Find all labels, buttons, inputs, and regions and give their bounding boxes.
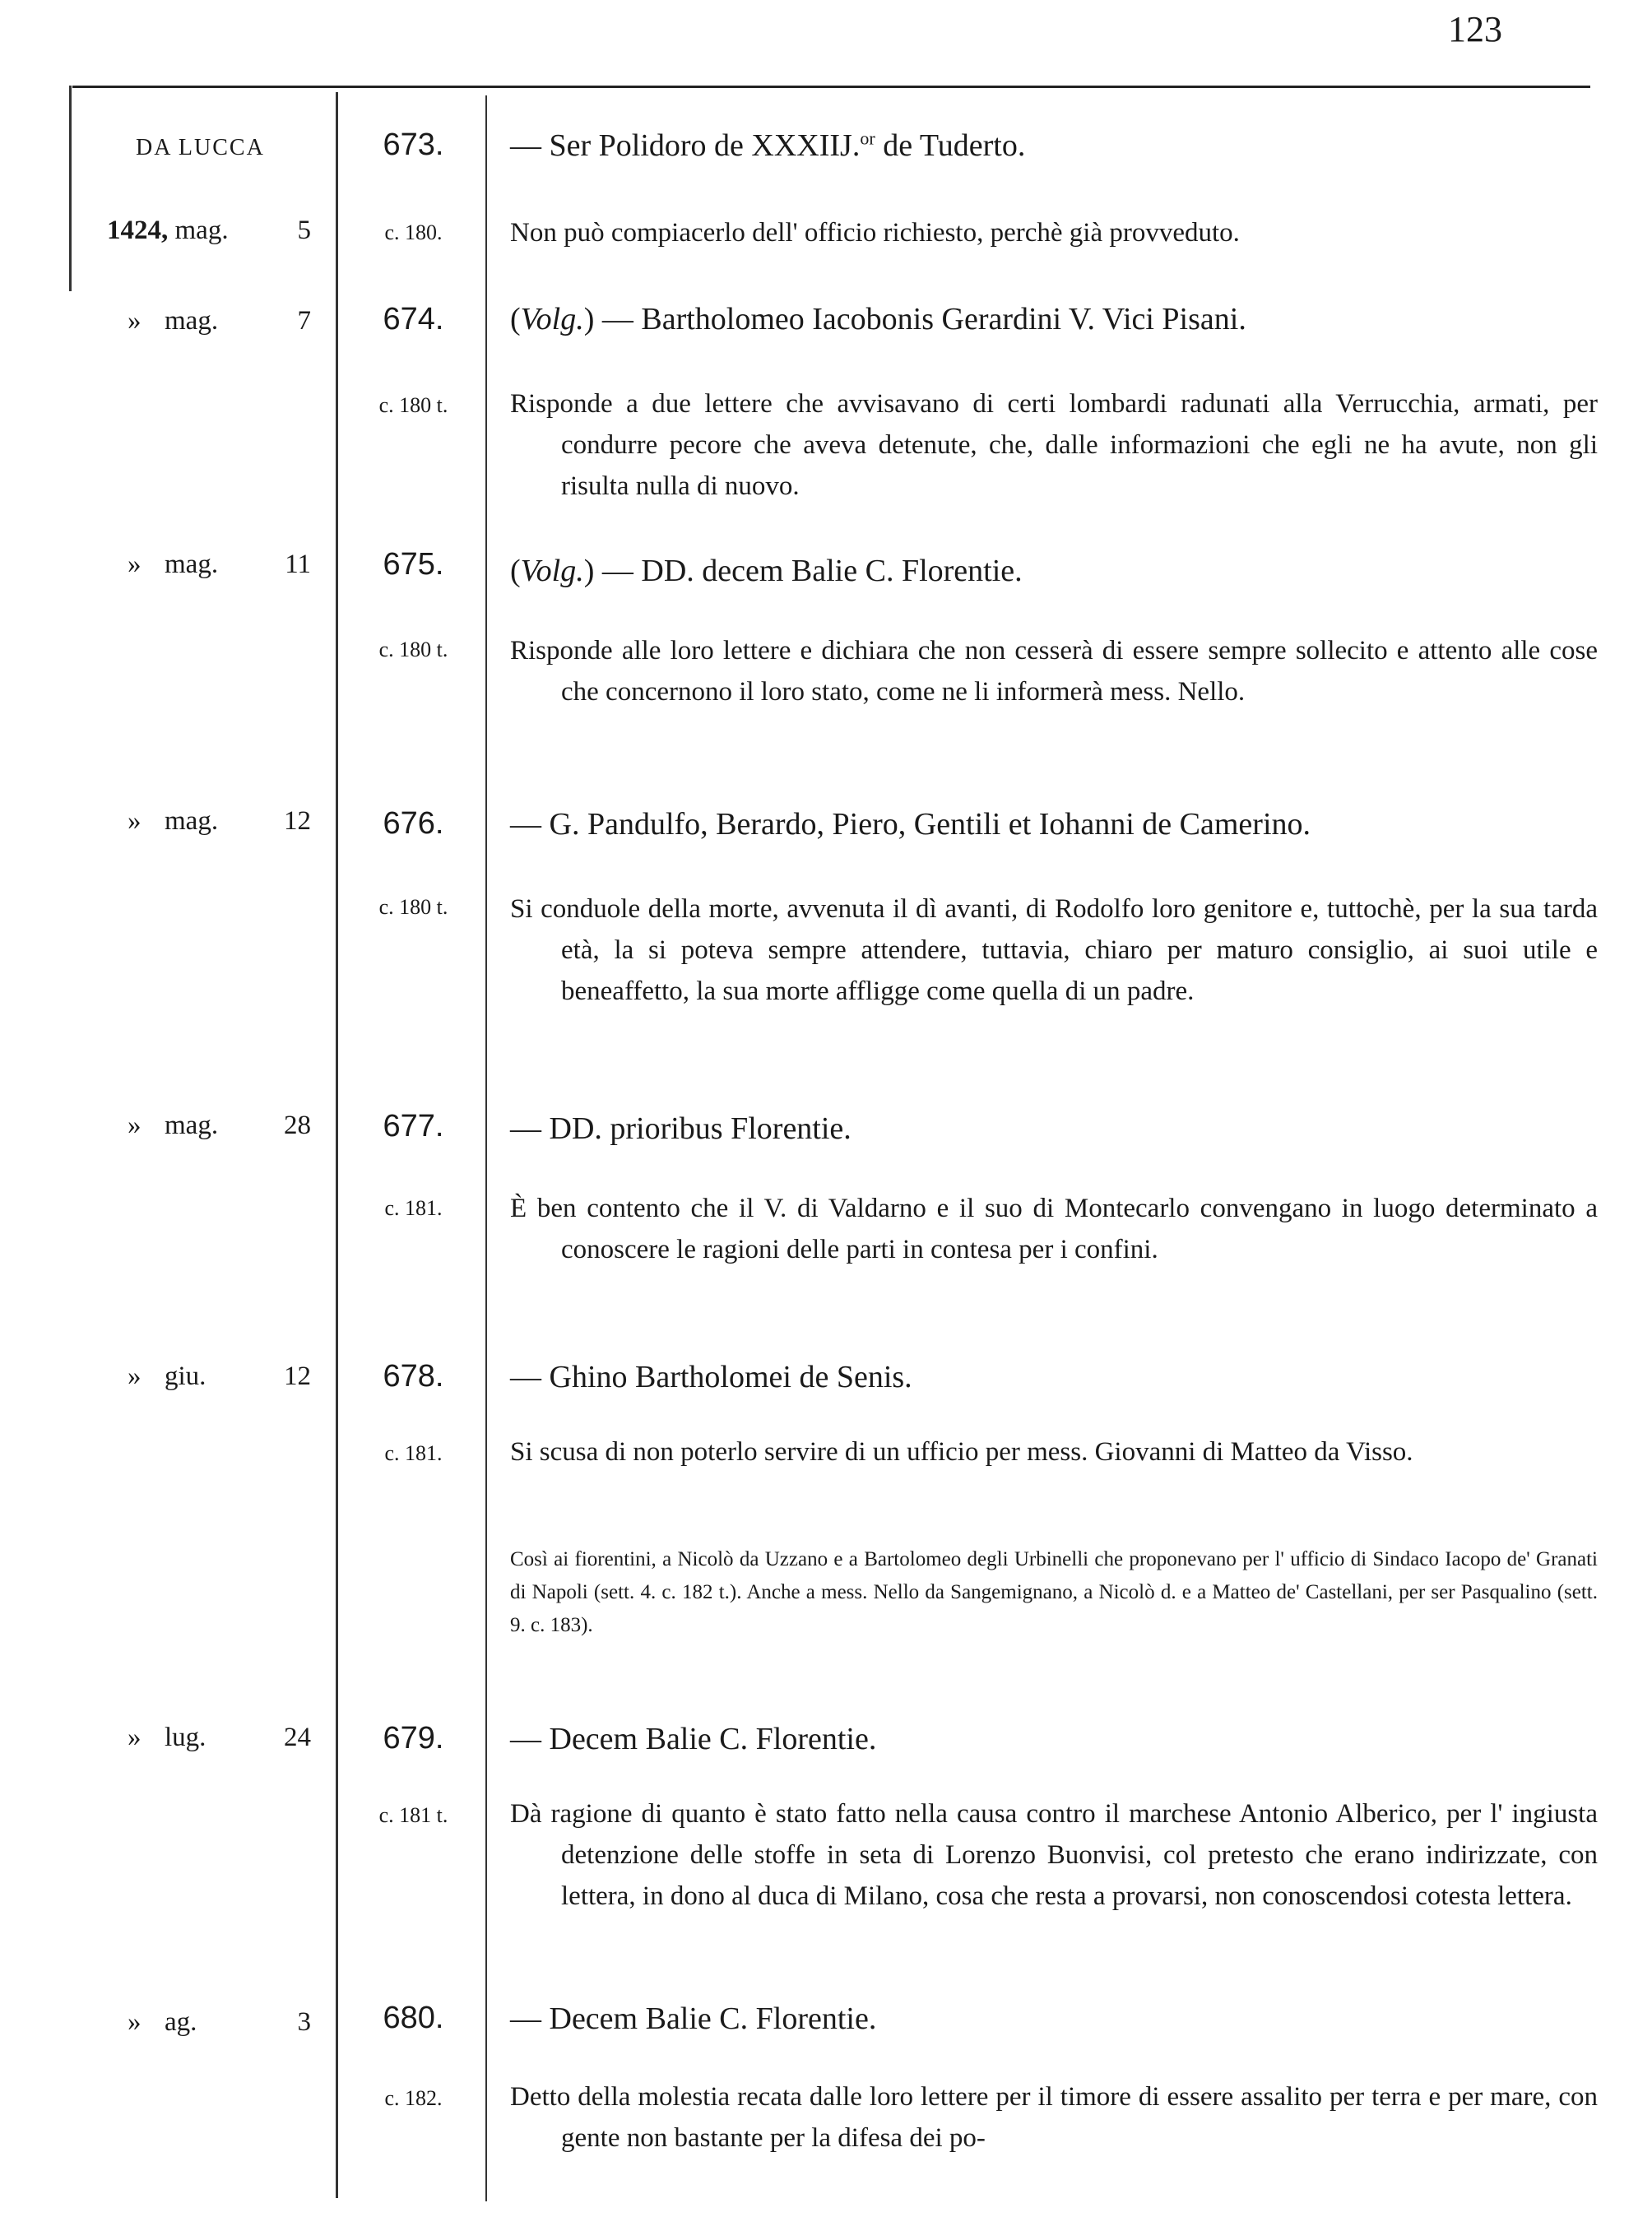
entry-date [107, 216, 321, 246]
source-label: DA LUCCA [136, 135, 265, 160]
entry-heading-text: — DD. decem Balie C. Florentie. [601, 554, 1023, 588]
ditto-mark: » [128, 1361, 142, 1391]
entry-summary-text: Dà ragione di quanto è stato fatto nella causa contro il marchese Antonio Alberico, per l' ingiusta detenzione delle stoffe in seta di Lorenzo Buonvisi, col pretesto che erano indirizzate, con lettera, in dono al duca di Milano, cosa che resta a provarsi, non conoscendosi cotesta lettera. [510, 1799, 1598, 1911]
entry-year: 1424, [107, 216, 169, 245]
entry-number: 673. [383, 128, 444, 162]
entry-heading: — Decem Balie C. Florentie. [510, 2001, 877, 2036]
entry-date [128, 306, 321, 336]
entry-month: mag. [165, 806, 219, 836]
entry-summary [510, 383, 1598, 507]
left-border-line [69, 86, 72, 291]
top-rule [72, 86, 1590, 88]
entry-day: 7 [297, 306, 311, 336]
entry-date [128, 1111, 321, 1141]
entry-summary-text: Si conduole della morte, avvenuta il dì avanti, di Rodolfo loro genitore e, tuttochè, per la sua tarda età, la si poteva sempre attendere, tuttavia, chiaro per maturo consiglio, ai suoi utile e beneaffetto, la sua morte affligge come quella di un padre. [510, 894, 1598, 1006]
entry-carta: c. 180. [384, 220, 443, 244]
entry-heading: — G. Pandulfo, Berardo, Piero, Gentili et Iohanni de Camerino. [510, 807, 1311, 842]
entry-summary [510, 2076, 1598, 2159]
entry-month: lug. [165, 1723, 206, 1752]
entry-heading: — Decem Balie C. Florentie. [510, 1722, 877, 1756]
entry-heading: (Volg.) — Bartholomeo Iacobonis Gerardini V. Vici Pisani. [510, 302, 1246, 336]
entry-number: 679. [383, 1721, 444, 1756]
entry-date [128, 1361, 321, 1392]
entry-day: 3 [297, 2007, 311, 2037]
entry-summary [510, 630, 1598, 712]
entry-day: 28 [284, 1111, 311, 1140]
entry-month: mag. [165, 550, 219, 579]
entry-heading: — Ghino Bartholomei de Senis. [510, 1360, 912, 1394]
entry-month: ag. [165, 2007, 197, 2037]
entry-number: 680. [383, 2001, 444, 2035]
entry-heading-tail: de Tuderto. [875, 128, 1026, 163]
volg-label: Volg. [520, 302, 584, 336]
volg-label: Volg. [520, 554, 584, 588]
entry-heading [510, 128, 1596, 164]
entry-summary-text: Si scusa di non poterlo servire di un ufficio per mess. Giovanni di Matteo da Visso. [510, 1437, 1413, 1467]
entry-number: 675. [383, 547, 444, 582]
column-divider-date [336, 92, 338, 2198]
entry-summary [510, 1431, 1598, 1473]
entry-number: 674. [383, 302, 444, 336]
entry-day: 12 [284, 1361, 311, 1391]
entry-carta: c. 180 t. [378, 638, 448, 661]
entry-summary [510, 1188, 1598, 1270]
page-number: 123 [1448, 9, 1502, 49]
entry-day: 11 [285, 550, 311, 579]
entry-summary-text: Risponde alle loro lettere e dichiara che non cesserà di essere sempre sollecito e attento alle cose che concernono il loro stato, come ne li informerà mess. Nello. [510, 636, 1598, 707]
ditto-mark: » [128, 1723, 142, 1752]
entry-heading: — DD. prioribus Florentie. [510, 1111, 852, 1146]
entry-note: Così ai fiorentini, a Nicolò da Uzzano e a Bartolomeo degli Urbinelli che proponevano per l' ufficio di Sindaco Iacopo de' Granati di Napoli (sett. 4. c. 182 t.). Anche a mess. Nello da Sangemignano, a Nicolò d. e a Matteo de' Castellani, per ser Pasqualino (sett. 9. c. 183). [510, 1548, 1598, 1636]
entry-summary-text: Non può compiacerlo dell' officio richiesto, perchè già provveduto. [510, 218, 1240, 248]
entry-day: 24 [284, 1723, 311, 1752]
entry-date [128, 1723, 321, 1753]
entry-heading: (Volg.) — DD. decem Balie C. Florentie. [510, 554, 1023, 588]
entry-summary-text: È ben contento che il V. di Valdarno e il suo di Montecarlo convengano in luogo determinato a conoscere le ragioni delle parti in contesa per i confini. [510, 1194, 1598, 1264]
entry-summary [510, 888, 1598, 1012]
column-divider-number [485, 95, 487, 2201]
entry-month: giu. [165, 1361, 206, 1391]
entry-heading-text: — Ser Polidoro de XXXIIJ. [510, 128, 861, 163]
entry-heading-text: — Bartholomeo Iacobonis Gerardini V. Vici Pisani. [601, 302, 1246, 336]
entry-date [128, 806, 321, 837]
entry-number: 677. [383, 1109, 444, 1143]
entry-carta: c. 181. [384, 1196, 443, 1220]
entry-month: mag. [165, 306, 219, 336]
ditto-mark: » [128, 306, 142, 336]
ditto-mark: » [128, 806, 142, 836]
ditto-mark: » [128, 1111, 142, 1140]
entry-date [128, 550, 321, 580]
entry-carta: c. 181 t. [378, 1803, 448, 1827]
ditto-mark: » [128, 550, 142, 579]
entry-date [128, 2007, 321, 2038]
entry-day: 12 [284, 806, 311, 836]
entry-number: 676. [383, 806, 444, 841]
entry-day: 5 [297, 216, 311, 245]
entry-summary [510, 212, 1598, 253]
entry-summary-text: Detto della molestia recata dalle loro lettere per il timore di essere assalito per terra e per mare, con gente non bastante per la difesa dei po- [510, 2082, 1598, 2153]
entry-month: mag. [174, 216, 229, 245]
ditto-mark: » [128, 2007, 142, 2037]
entry-carta: c. 182. [384, 2086, 443, 2110]
entry-summary-text: Risponde a due lettere che avvisavano di certi lombardi radunati alla Verrucchia, armati, per condurre pecore che aveva detenute, che, dalle informazioni che egli ne ha avute, non gli risulta nulla di nuovo. [510, 389, 1598, 501]
entry-carta: c. 180 t. [378, 393, 448, 417]
entry-summary [510, 1793, 1598, 1917]
heading-superscript: or [860, 128, 875, 149]
entry-number: 678. [383, 1359, 444, 1394]
entry-month: mag. [165, 1111, 219, 1140]
entry-carta: c. 181. [384, 1441, 443, 1465]
entry-carta: c. 180 t. [378, 895, 448, 919]
